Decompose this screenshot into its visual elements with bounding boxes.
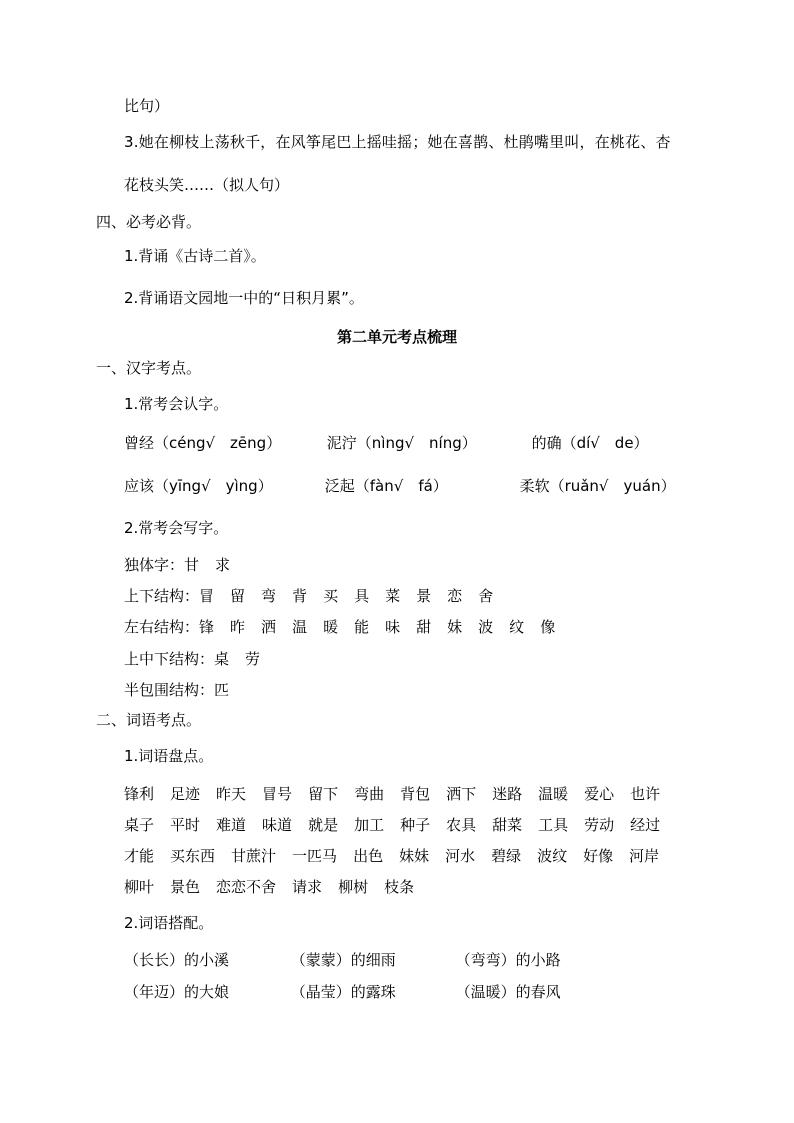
word-item: 迷路 xyxy=(492,785,523,803)
collocation-item: （蒙蒙）的细雨 xyxy=(290,951,396,969)
collocation-row xyxy=(124,950,561,970)
word-item: 洒下 xyxy=(446,785,477,803)
word-item: 买东西 xyxy=(170,847,216,865)
word-item: 加工 xyxy=(354,816,385,834)
part1-sub2: 2.常考会写字。 xyxy=(124,519,229,537)
word-item: 爱心 xyxy=(584,785,615,803)
structure-char: 买 xyxy=(323,587,339,605)
structure-char: 甜 xyxy=(416,618,432,636)
unit2-title: 第二单元考点梳理 xyxy=(336,328,457,346)
word-row xyxy=(124,846,675,866)
word-item: 足迹 xyxy=(170,785,201,803)
structure-chars xyxy=(184,556,246,574)
word-item: 出色 xyxy=(353,847,384,865)
word-item: 也许 xyxy=(630,785,661,803)
structure-char: 暖 xyxy=(323,618,339,636)
structure-char: 温 xyxy=(292,618,308,636)
word-item: 经过 xyxy=(630,816,661,834)
word-item: 柳树 xyxy=(338,878,369,896)
collocation-item: （温暖）的春风 xyxy=(455,983,561,1001)
word-item: 锋利 xyxy=(124,785,155,803)
word-item: 就是 xyxy=(308,816,339,834)
word-item: 景色 xyxy=(170,878,201,896)
word-item: 一匹马 xyxy=(292,847,338,865)
word-item: 请求 xyxy=(292,878,323,896)
word-item: 好像 xyxy=(583,847,614,865)
structure-char: 妹 xyxy=(447,618,463,636)
section4-heading: 四、必考必背。 xyxy=(96,213,202,231)
structure-label: 半包围结构： xyxy=(124,681,215,699)
polyphone-item: 曾经（céng√ zēng） xyxy=(124,434,282,452)
word-item: 种子 xyxy=(400,816,431,834)
collocation-item: （长长）的小溪 xyxy=(124,951,230,969)
word-item: 波纹 xyxy=(537,847,568,865)
polyphone-item: 泛起（fàn√ fá） xyxy=(324,477,448,495)
word-item: 留下 xyxy=(308,785,339,803)
structure-char: 桌 xyxy=(214,650,230,668)
structure-char: 甘 xyxy=(184,556,200,574)
structure-char: 像 xyxy=(540,618,556,636)
word-item: 背包 xyxy=(400,785,431,803)
part2-sub2: 2.词语搭配。 xyxy=(124,914,214,932)
structure-row xyxy=(124,617,571,637)
polyphone-item: 柔软（ruǎn√ yuán） xyxy=(519,477,676,495)
part2-heading: 二、词语考点。 xyxy=(96,711,202,729)
structure-char: 味 xyxy=(385,618,401,636)
structure-char: 留 xyxy=(230,587,246,605)
structure-char: 昨 xyxy=(230,618,246,636)
word-item: 柳叶 xyxy=(124,878,155,896)
polyphone-item: 的确（dí√ de） xyxy=(531,434,649,452)
word-item: 平时 xyxy=(170,816,201,834)
polyphone-item: 应该（yīng√ yìng） xyxy=(124,477,273,495)
word-item: 劳动 xyxy=(584,816,615,834)
structure-char: 纹 xyxy=(509,618,525,636)
structure-char: 能 xyxy=(354,618,370,636)
structure-char: 锋 xyxy=(199,618,215,636)
structure-char: 舍 xyxy=(478,587,494,605)
structure-row xyxy=(124,555,246,575)
section4-item1: 1.背诵《古诗二首》。 xyxy=(124,247,266,265)
structure-label: 上中下结构： xyxy=(124,650,215,668)
word-item: 甘蔗汁 xyxy=(231,847,277,865)
word-item: 枝条 xyxy=(384,878,415,896)
word-item: 才能 xyxy=(124,847,155,865)
section4-item2: 2.背诵语文园地一中的“日积月累”。 xyxy=(124,289,364,307)
structure-char: 弯 xyxy=(261,587,277,605)
collocation-item: （年迈）的大娘 xyxy=(124,983,230,1001)
word-item: 难道 xyxy=(216,816,247,834)
item3-line2: 花枝头笑……（拟人句） xyxy=(124,176,290,194)
structure-char: 景 xyxy=(416,587,432,605)
structure-char: 匹 xyxy=(214,681,230,699)
word-item: 妹妹 xyxy=(399,847,430,865)
continued-text: 比句） xyxy=(124,97,170,115)
structure-char: 恋 xyxy=(447,587,463,605)
structure-chars xyxy=(199,587,509,605)
word-item: 桌子 xyxy=(124,816,155,834)
structure-label: 独体字： xyxy=(124,556,185,574)
word-row xyxy=(124,784,676,804)
structure-row xyxy=(124,680,245,700)
word-item: 工具 xyxy=(538,816,569,834)
word-item: 冒号 xyxy=(262,785,293,803)
word-item: 昨天 xyxy=(216,785,247,803)
word-row xyxy=(124,815,676,835)
structure-chars xyxy=(214,650,276,668)
word-item: 恋恋不舍 xyxy=(216,878,277,896)
structure-char: 背 xyxy=(292,587,308,605)
word-item: 温暖 xyxy=(538,785,569,803)
item3-line1: 3.她在柳枝上荡秋千，在风筝尾巴上摇哇摇；她在喜鹊、杜鹃嘴里叫，在桃花、杏 xyxy=(124,133,671,151)
structure-row xyxy=(124,649,276,669)
collocation-item: （晶莹）的露珠 xyxy=(290,983,396,1001)
word-item: 碧绿 xyxy=(491,847,522,865)
word-item: 农具 xyxy=(446,816,477,834)
structure-chars xyxy=(214,681,245,699)
structure-char: 波 xyxy=(478,618,494,636)
word-item: 弯曲 xyxy=(354,785,385,803)
collocation-item: （弯弯）的小路 xyxy=(455,951,561,969)
structure-label: 左右结构： xyxy=(124,618,200,636)
structure-label: 上下结构： xyxy=(124,587,200,605)
structure-chars xyxy=(199,618,571,636)
part2-sub1: 1.词语盘点。 xyxy=(124,747,214,765)
structure-char: 劳 xyxy=(245,650,261,668)
collocation-row xyxy=(124,982,561,1002)
word-item: 味道 xyxy=(262,816,293,834)
polyphone-row xyxy=(124,433,649,453)
polyphone-item: 泥泞（nìng√ níng） xyxy=(326,434,477,452)
word-row xyxy=(124,877,430,897)
structure-char: 求 xyxy=(215,556,231,574)
structure-char: 冒 xyxy=(199,587,215,605)
word-item: 甜菜 xyxy=(492,816,523,834)
word-item: 河水 xyxy=(445,847,476,865)
polyphone-row xyxy=(124,476,676,496)
part1-heading: 一、汉字考点。 xyxy=(96,359,202,377)
structure-row xyxy=(124,586,509,606)
part1-sub1: 1.常考会认字。 xyxy=(124,395,229,413)
structure-char: 菜 xyxy=(385,587,401,605)
word-item: 河岸 xyxy=(629,847,660,865)
structure-char: 具 xyxy=(354,587,370,605)
structure-char: 洒 xyxy=(261,618,277,636)
